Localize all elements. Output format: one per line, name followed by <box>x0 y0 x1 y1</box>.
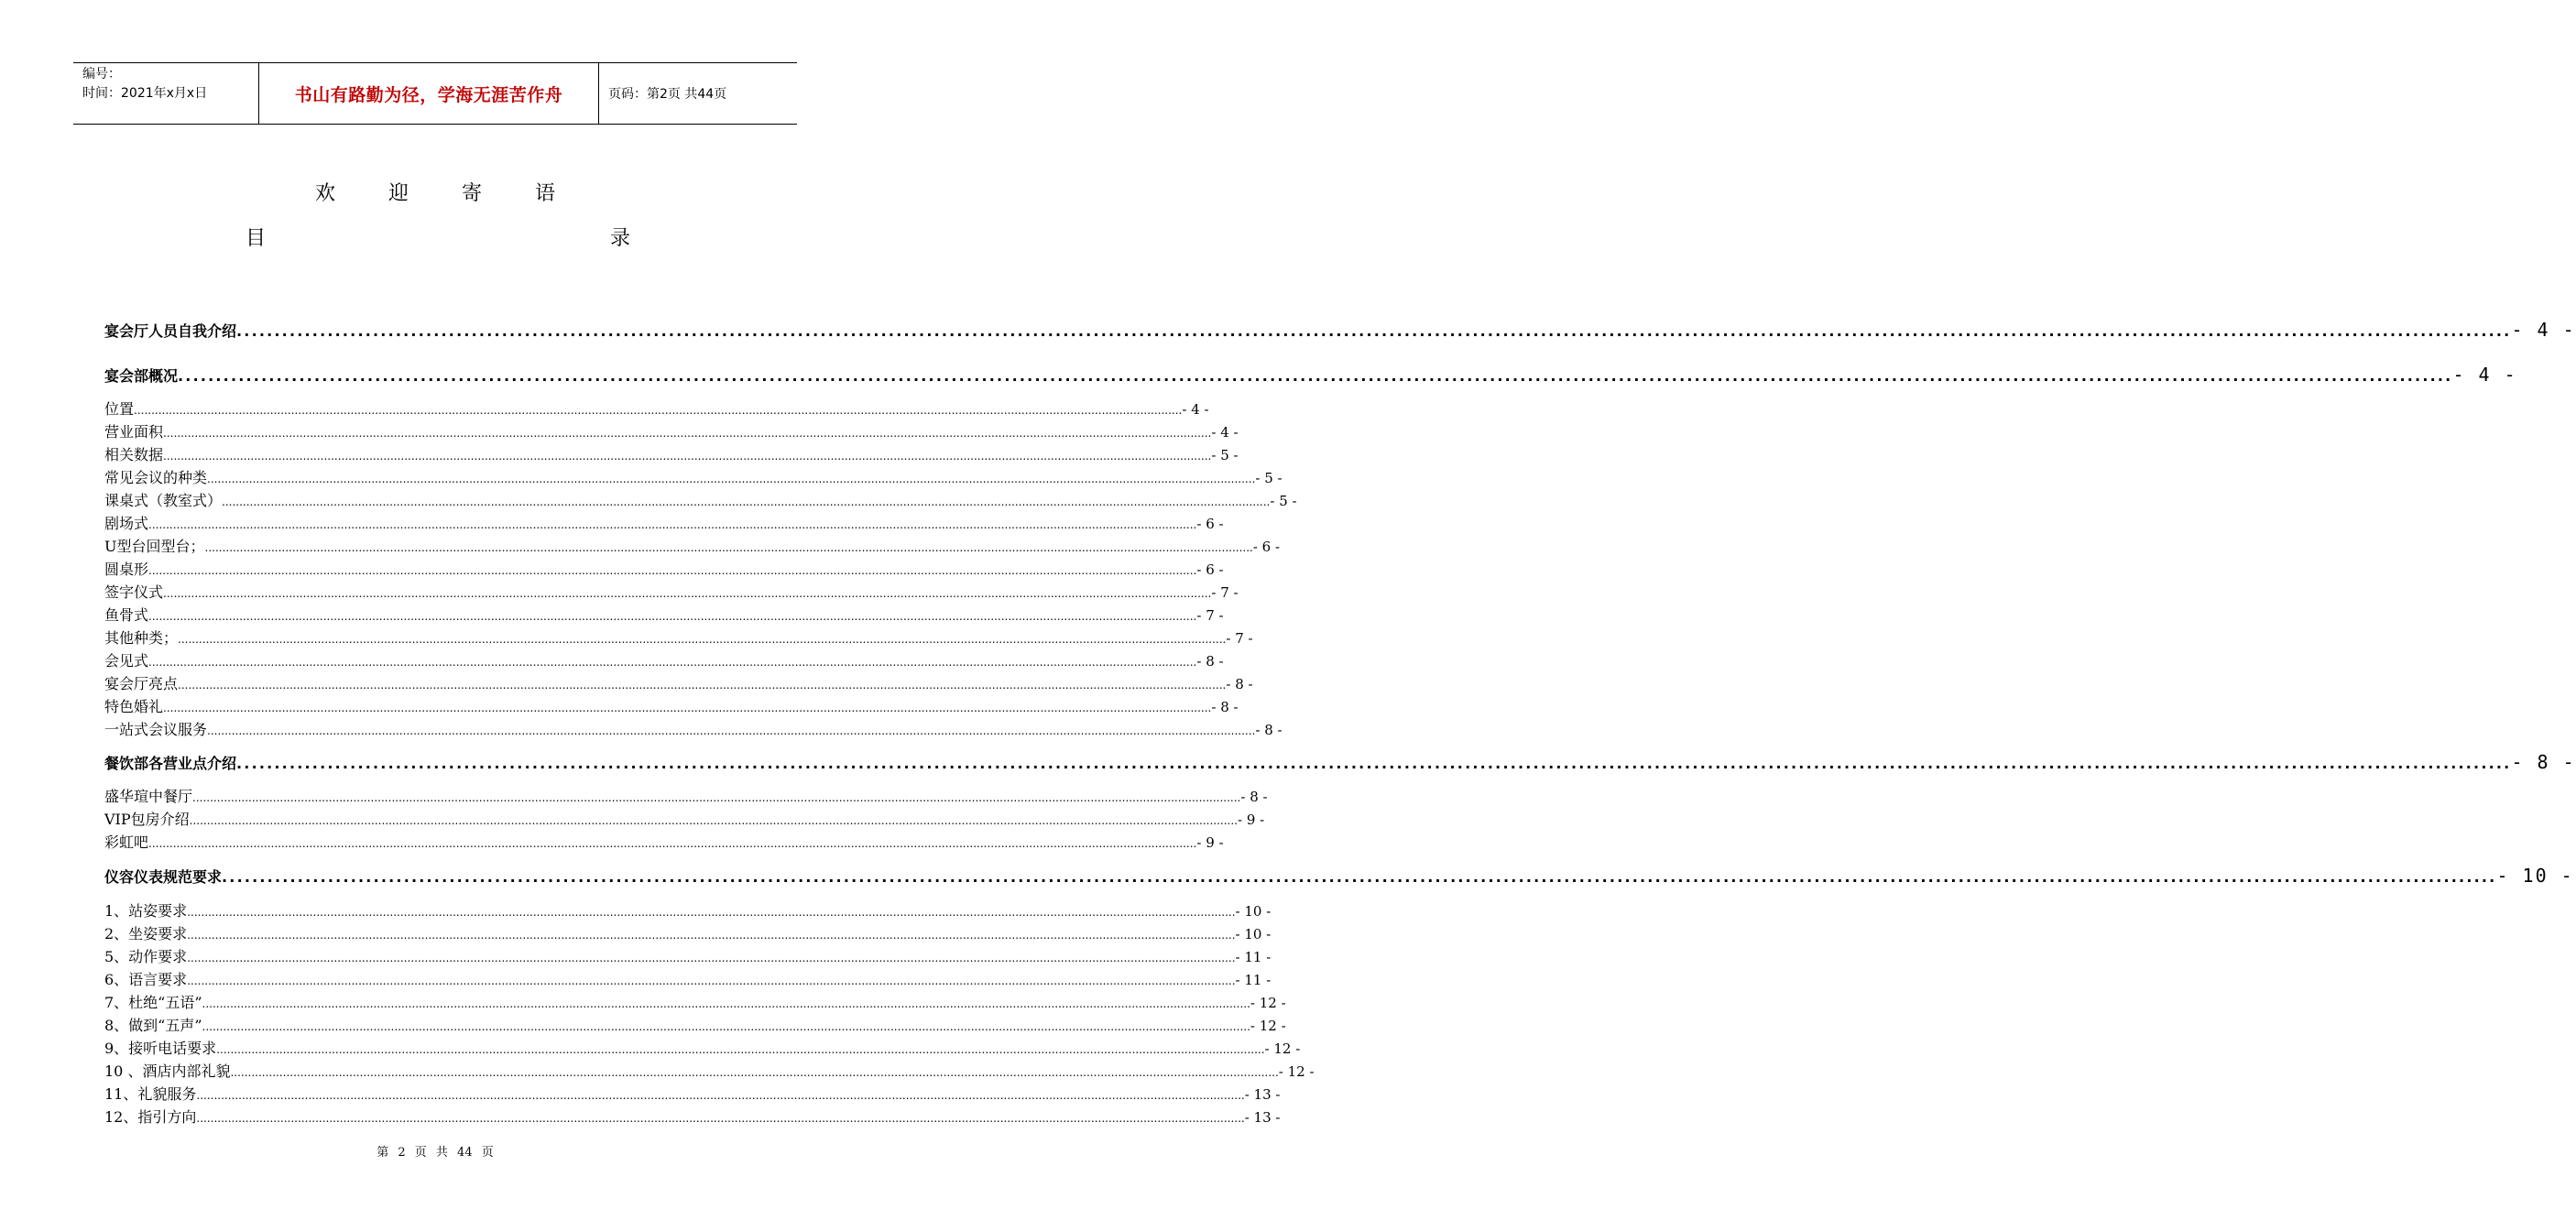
toc-entry-page: - 8 - <box>1196 653 1224 670</box>
toc-entry-page: - 12 - <box>1264 1040 1301 1057</box>
toc-entry[interactable] <box>104 831 1224 852</box>
toc-entry-title: 其他种类； <box>104 629 179 647</box>
toc-entry-title: 彩虹吧 <box>104 833 149 851</box>
toc-entry[interactable] <box>104 785 1268 806</box>
toc-entry-page: - 7 - <box>1196 607 1224 624</box>
toc-entry-page: - 13 - <box>1244 1109 1281 1126</box>
toc-section-entry[interactable] <box>104 751 2576 775</box>
toc-entry-page: - 5 - <box>1270 493 1297 509</box>
toc-entry-title: 6、语言要求 <box>104 971 188 988</box>
toc-entry-title: 签字仪式 <box>104 583 164 601</box>
toc-entry[interactable] <box>104 672 1253 693</box>
toc-entry-page: - 4 - <box>1211 424 1239 441</box>
number-label: 编号： <box>82 67 121 82</box>
toc-entry-page: - 11 - <box>1235 949 1272 965</box>
toc-leader-dots: ............................................................................................................................................................................................................................................................................................................ <box>178 633 1227 646</box>
toc-entry-page: - 8 - <box>1226 676 1253 692</box>
document-header <box>73 62 797 125</box>
toc-entry-page: - 9 - <box>1238 812 1265 828</box>
toc-leader-dots: ............................................................................................................................................................................................................................................................................................................ <box>230 1066 1279 1079</box>
toc-entry-title: 剧场式 <box>104 515 149 532</box>
toc-entry[interactable] <box>104 1014 1286 1035</box>
toc-entry-page: - 6 - <box>1196 561 1224 578</box>
toc-entry-page: - 12 - <box>1278 1063 1315 1080</box>
toc-entry-page: - 7 - <box>1226 630 1253 647</box>
toc-leader-dots: ............................................................................................................................................................................................................................................................................................................ <box>187 906 1236 919</box>
toc-entry-title: 一站式会议服务 <box>104 721 208 738</box>
toc-entry-page: - 7 - <box>1211 584 1239 601</box>
toc-leader-dots: ............................................................................................................................................................................................................................................................................................................ <box>236 755 2512 772</box>
toc-entry-title: 鱼骨式 <box>104 606 149 624</box>
toc-entry[interactable] <box>104 991 1286 1012</box>
toc-entry-page: - 11 - <box>1235 972 1272 988</box>
toc-entry[interactable] <box>104 535 1281 556</box>
toc-leader-dots: ............................................................................................................................................................................................................................................................................................................ <box>207 473 1256 485</box>
toc-entry-page: - 5 - <box>1255 470 1283 486</box>
toc-entry-page: - 10 - <box>1235 903 1272 920</box>
toc-entry-page: - 4 - <box>2511 319 2576 341</box>
toc-entry-page: - 5 - <box>1211 447 1239 463</box>
toc-leader-dots: ............................................................................................................................................................................................................................................................................................................ <box>178 679 1227 692</box>
toc-leader-dots: ............................................................................................................................................................................................................................................................................................................ <box>189 814 1238 827</box>
toc-entry[interactable] <box>104 443 1239 464</box>
toc-entry-page: - 4 - <box>2452 364 2517 386</box>
toc-section-entry[interactable] <box>104 865 2574 888</box>
header-page-info: 页码：第2页 共44页 <box>608 87 727 102</box>
header-meta <box>73 63 258 124</box>
toc-leader-dots: ............................................................................................................................................................................................................................................................................................................ <box>222 496 1271 508</box>
toc-entry-page: - 6 - <box>1252 539 1281 555</box>
toc-leader-dots: ............................................................................................................................................................................................................................................................................................................ <box>202 1020 1250 1033</box>
toc-leader-dots: ............................................................................................................................................................................................................................................................................................................ <box>163 587 1212 600</box>
toc-entry-page: - 8 - <box>1255 722 1283 738</box>
toc-leader-dots: ............................................................................................................................................................................................................................................................................................................ <box>202 997 1250 1010</box>
toc-entry[interactable] <box>104 968 1272 989</box>
toc-leader-dots: ............................................................................................................................................................................................................................................................................................................ <box>236 322 2512 340</box>
toc-entry-title: 常见会议的种类 <box>104 469 208 486</box>
toc-leader-dots: ............................................................................................................................................................................................................................................................................................................ <box>163 702 1212 714</box>
toc-leader-dots: ............................................................................................................................................................................................................................................................................................................ <box>207 724 1256 737</box>
toc-leader-dots: ............................................................................................................................................................................................................................................................................................................ <box>187 975 1236 987</box>
toc-entry-title: 1、站姿要求 <box>104 902 188 920</box>
toc-entry-title: 12、指引方向 <box>104 1108 197 1126</box>
toc-entry[interactable] <box>104 922 1272 943</box>
toc-entry[interactable] <box>104 420 1239 441</box>
toc-leader-dots: ............................................................................................................................................................................................................................................................................................................ <box>187 929 1236 942</box>
toc-entry-title: 特色婚礼 <box>104 698 164 715</box>
toc-leader-dots: ............................................................................................................................................................................................................................................................................................................ <box>222 868 2497 886</box>
toc-leader-dots: ............................................................................................................................................................................................................................................................................................................ <box>196 1112 1245 1125</box>
toc-entry-title: 9、接听电话要求 <box>104 1040 217 1057</box>
toc-entry-title: 宴会部概况 <box>104 367 179 385</box>
toc-entry-title: 会见式 <box>104 652 149 670</box>
toc-entry-title: 5、动作要求 <box>104 948 188 965</box>
page-footer: 第 2 页 共 44 页 <box>377 1146 494 1160</box>
time-label: 时间：2021年x月x日 <box>82 86 208 101</box>
toc-entry-title: 宴会厅亮点 <box>104 675 179 692</box>
toc-entry-title: U型台回型台； <box>104 538 205 555</box>
toc-section-entry[interactable] <box>104 364 2517 387</box>
toc-leader-dots: ............................................................................................................................................................................................................................................................................................................ <box>148 610 1197 623</box>
toc-entry-page: - 4 - <box>1182 401 1209 418</box>
toc-entry[interactable] <box>104 808 1265 829</box>
toc-entry-title: 11、礼貌服务 <box>104 1085 197 1103</box>
toc-entry-title: 相关数据 <box>104 446 164 463</box>
toc-entry-page: - 13 - <box>1244 1086 1281 1103</box>
toc-leader-dots: ............................................................................................................................................................................................................................................................................................................ <box>178 367 2453 385</box>
toc-leader-dots: ............................................................................................................................................................................................................................................................................................................ <box>163 450 1212 463</box>
toc-leader-dots: ............................................................................................................................................................................................................................................................................................................ <box>148 837 1197 850</box>
toc-section-entry[interactable] <box>104 319 2576 343</box>
toc-entry[interactable] <box>104 1060 1315 1081</box>
toc-leader-dots: ............................................................................................................................................................................................................................................................................................................ <box>192 791 1241 804</box>
toc-entry[interactable] <box>104 466 1283 487</box>
toc-leader-dots: ............................................................................................................................................................................................................................................................................................................ <box>187 952 1236 964</box>
header-motto: 书山有路勤为径，学海无涯苦作舟 <box>258 63 599 124</box>
toc-leader-dots: ............................................................................................................................................................................................................................................................................................................ <box>134 404 1183 417</box>
toc-entry[interactable] <box>104 1106 1281 1127</box>
toc-entry[interactable] <box>104 398 1209 419</box>
toc-entry-title: 圆桌形 <box>104 561 149 578</box>
toc-leader-dots: ............................................................................................................................................................................................................................................................................................................ <box>204 541 1253 554</box>
toc-entry-page: - 8 - <box>1240 789 1268 805</box>
toc-entry[interactable] <box>104 695 1239 716</box>
toc-entry[interactable] <box>104 626 1253 648</box>
toc-entry-page: - 12 - <box>1250 995 1286 1011</box>
toc-entry-title: 餐饮部各营业点介绍 <box>104 755 237 772</box>
toc-entry-title: 7、杜绝“五语” <box>104 994 202 1011</box>
toc-leader-dots: ............................................................................................................................................................................................................................................................................................................ <box>163 427 1212 440</box>
toc-entry[interactable] <box>104 558 1224 579</box>
toc-entry-title: VIP包房介绍 <box>104 811 190 828</box>
toc-entry-title: 位置 <box>104 400 135 418</box>
toc-entry[interactable] <box>104 1037 1301 1058</box>
toc-entry[interactable] <box>104 512 1224 533</box>
toc-entry-title: 2、坐姿要求 <box>104 925 188 942</box>
toc-entry-page: - 8 - <box>2511 751 2576 773</box>
toc-entry[interactable] <box>104 489 1297 510</box>
toc-entry-page: - 10 - <box>1235 926 1272 942</box>
toc-leader-dots: ............................................................................................................................................................................................................................................................................................................ <box>148 518 1197 531</box>
toc-title-left: 目 <box>246 227 267 250</box>
toc-leader-dots: ............................................................................................................................................................................................................................................................................................................ <box>148 656 1197 669</box>
toc-entry-title: 盛华瑄中餐厅 <box>104 788 193 805</box>
toc-leader-dots: ............................................................................................................................................................................................................................................................................................................ <box>216 1043 1265 1056</box>
welcome-title: 欢迎寄语 <box>314 182 608 205</box>
toc-entry-page: - 6 - <box>1196 516 1224 532</box>
toc-entry-title: 8、做到“五声” <box>104 1017 202 1034</box>
toc-entry-page: - 10 - <box>2496 865 2574 887</box>
toc-entry-title: 营业面积 <box>104 423 164 441</box>
toc-entry[interactable] <box>104 899 1272 921</box>
toc-entry-page: - 12 - <box>1250 1018 1286 1034</box>
toc-entry-page: - 8 - <box>1211 699 1239 715</box>
toc-entry[interactable] <box>104 945 1272 966</box>
toc-title-right: 录 <box>609 227 630 250</box>
toc-entry[interactable] <box>104 581 1239 602</box>
toc-entry[interactable] <box>104 1083 1281 1104</box>
toc-entry[interactable] <box>104 649 1224 670</box>
toc-entry-title: 宴会厅人员自我介绍 <box>104 322 237 340</box>
toc-title <box>246 223 630 251</box>
toc-leader-dots: ............................................................................................................................................................................................................................................................................................................ <box>196 1089 1245 1102</box>
toc-leader-dots: ............................................................................................................................................................................................................................................................................................................ <box>148 564 1197 577</box>
toc-entry[interactable] <box>104 604 1224 625</box>
toc-entry-page: - 9 - <box>1196 834 1224 851</box>
toc-entry-title: 仪容仪表规范要求 <box>104 868 223 886</box>
toc-entry[interactable] <box>104 718 1283 739</box>
toc-entry-title: 课桌式（教室式） <box>104 492 223 509</box>
toc-entry-title: 10 、酒店内部礼貌 <box>104 1062 231 1080</box>
